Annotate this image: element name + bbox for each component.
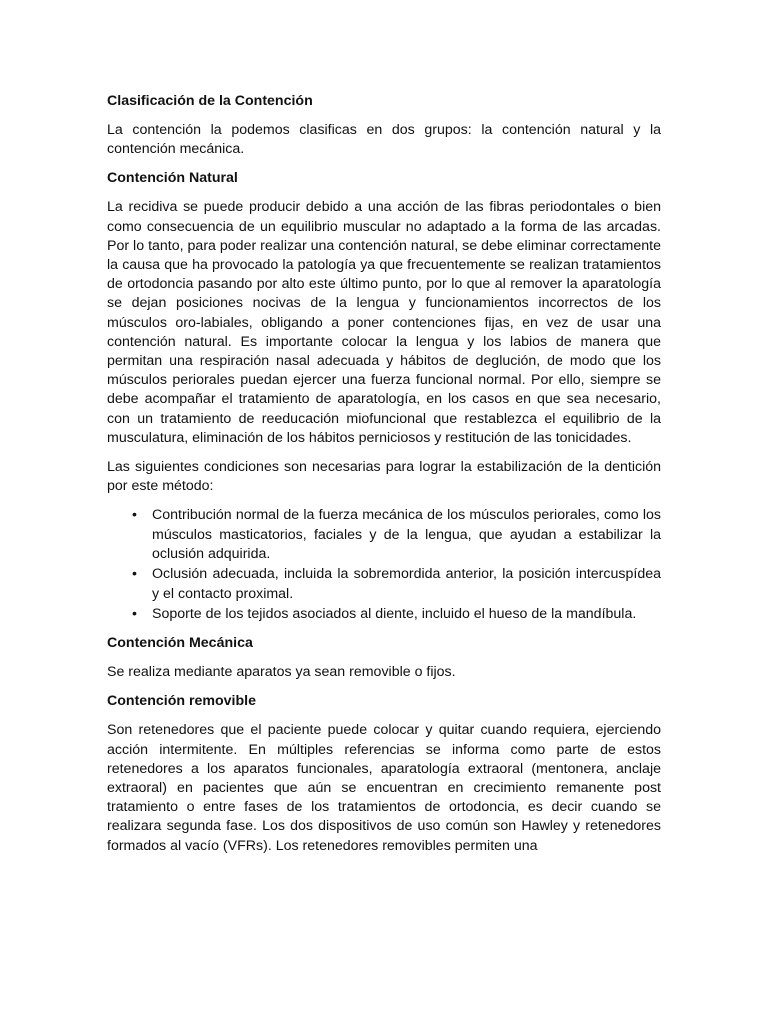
heading-contencion-natural: Contención Natural xyxy=(107,170,238,187)
heading-clasificacion: Clasificación de la Contención xyxy=(107,93,313,109)
bullet-icon: • xyxy=(132,566,137,583)
paragraph-condiciones: Las siguientes condiciones son necesarias para lograr la estabilización de la dentición por este método: xyxy=(107,459,661,495)
heading-contencion-removible: Contención removible xyxy=(107,693,256,710)
condiciones-list xyxy=(107,506,661,624)
bullet-icon: • xyxy=(132,507,137,524)
list-item-text: Soporte de los tejidos asociados al diente, incluido el hueso de la mandíbula. xyxy=(152,605,637,622)
list-item xyxy=(132,565,661,604)
heading-contencion-mecanica: Contención Mecánica xyxy=(107,635,253,652)
list-item-text: Oclusión adecuada, incluida la sobremordida anterior, la posición intercuspídea y el contacto proximal. xyxy=(152,566,661,602)
list-item-text: Contribución normal de la fuerza mecánica de los músculos periorales, como los músculos masticatorios, faciales y de la lengua, que ayudan a estabilizar la oclusión adquirida. xyxy=(152,507,661,563)
bullet-icon: • xyxy=(132,605,137,622)
paragraph-intro: La contención la podemos clasificas en dos grupos: la contención natural y la contención mecánica. xyxy=(107,122,661,158)
list-item xyxy=(132,506,661,564)
paragraph-contencion-mecanica: Se realiza mediante aparatos ya sean removible o fijos. xyxy=(107,664,456,681)
list-item xyxy=(132,605,661,624)
paragraph-contencion-natural: La recidiva se puede producir debido a una acción de las fibras periodontales o bien como consecuencia de un equilibrio muscular no adaptado a la forma de las arcadas. Por lo tanto, para poder realizar una contención natural, se debe eliminar correctamente la causa que ha provocado la patología ya que frecuentemente se realizan tratamientos de ortodoncia pasando por alto este último punto, por lo que al remover la aparatología se dejan posiciones nocivas de la lengua y funcionamientos incorrectos de los músculos oro-labiales, obligando a poner contenciones fijas, en vez de usar una contención natural. Es importante colocar la lengua y los labios de manera que permitan una respiración nasal adecuada y hábitos de deglución, de modo que los músculos periorales puedan ejercer una fuerza funcional normal. Por ello, siempre se debe acompañar el tratamiento de aparatología, en los casos en que sea necesario, con un tratamiento de reeducación miofuncional que restablezca el equilibrio de la musculatura, eliminación de los hábitos perniciosos y restitución de las tonicidades. xyxy=(107,199,661,446)
paragraph-contencion-removible: Son retenedores que el paciente puede colocar y quitar cuando requiera, ejerciendo acción intermitente. En múltiples referencias se informa como parte de estos retenedores a los aparatos funcionales, aparatología extraoral (mentonera, anclaje extraoral) en pacientes que aún se encuentran en crecimiento remanente post tratamiento o entre fases de los tratamientos de ortodoncia, es decir cuando se realizara segunda fase. Los dos dispositivos de uso común son Hawley y retenedores formados al vacío (VFRs). Los retenedores removibles permiten una xyxy=(107,722,661,854)
